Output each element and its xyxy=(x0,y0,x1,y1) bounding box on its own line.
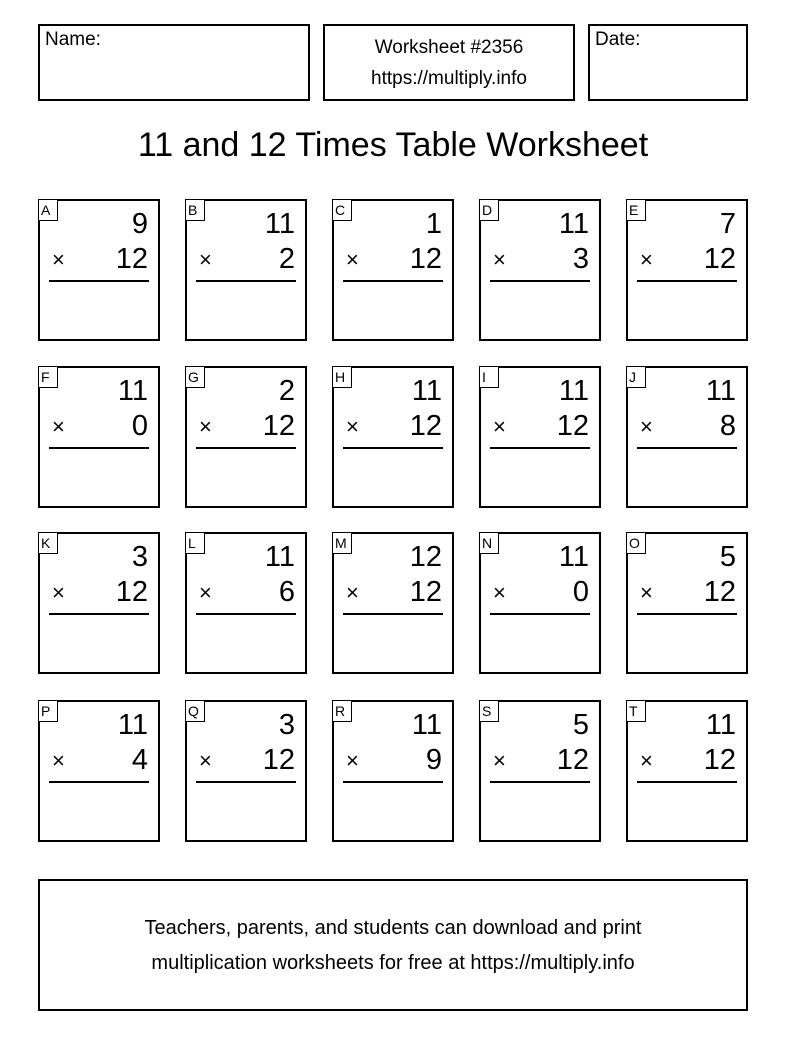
answer-line xyxy=(637,613,737,615)
multiplier: 12 xyxy=(262,410,295,442)
multiplier: 12 xyxy=(556,744,589,776)
problem-card xyxy=(332,700,454,842)
multiplicand: 9 xyxy=(131,208,148,240)
multiplicand: 7 xyxy=(719,208,736,240)
multiply-sign: × xyxy=(52,580,65,605)
multiplier: 12 xyxy=(703,243,736,275)
multiply-sign: × xyxy=(640,247,653,272)
problem-label: L xyxy=(185,532,205,554)
multiply-sign: × xyxy=(640,580,653,605)
multiplier: 12 xyxy=(115,576,148,608)
multiplier: 3 xyxy=(572,243,589,275)
answer-line xyxy=(196,781,296,783)
multiplicand: 3 xyxy=(131,541,148,573)
multiply-sign: × xyxy=(346,748,359,773)
problem-card xyxy=(479,700,601,842)
multiplicand: 5 xyxy=(572,709,589,741)
answer-line xyxy=(49,447,149,449)
multiplicand: 11 xyxy=(705,709,736,741)
multiplier: 0 xyxy=(131,410,148,442)
multiply-sign: × xyxy=(52,247,65,272)
answer-line xyxy=(490,613,590,615)
problem-card xyxy=(332,199,454,341)
multiplier: 9 xyxy=(425,744,442,776)
answer-line xyxy=(196,280,296,282)
problem-label: M xyxy=(332,532,352,554)
problem-label: R xyxy=(332,700,352,722)
answer-line xyxy=(490,280,590,282)
answer-line xyxy=(49,781,149,783)
date-label: Date: xyxy=(595,29,641,50)
answer-line xyxy=(637,447,737,449)
name-label: Name: xyxy=(45,29,101,50)
multiply-sign: × xyxy=(493,580,506,605)
problem-label: F xyxy=(38,366,58,388)
multiply-sign: × xyxy=(52,748,65,773)
problem-label: G xyxy=(185,366,205,388)
answer-line xyxy=(637,280,737,282)
problem-card xyxy=(185,700,307,842)
answer-line xyxy=(490,447,590,449)
multiplier: 12 xyxy=(409,576,442,608)
name-box xyxy=(38,24,310,101)
problem-label: K xyxy=(38,532,58,554)
footer-line-1: Teachers, parents, and students can download and print xyxy=(144,917,642,939)
multiplier: 4 xyxy=(131,744,148,776)
multiplicand: 11 xyxy=(558,208,589,240)
answer-line xyxy=(343,613,443,615)
answer-line xyxy=(343,781,443,783)
worksheet-url: https://multiply.info xyxy=(371,68,527,89)
multiplier: 2 xyxy=(278,243,295,275)
problem-label: H xyxy=(332,366,352,388)
problem-card xyxy=(332,366,454,508)
answer-line xyxy=(637,781,737,783)
problem-label: N xyxy=(479,532,499,554)
multiplier: 8 xyxy=(719,410,736,442)
multiply-sign: × xyxy=(493,247,506,272)
problem-card xyxy=(38,532,160,674)
multiply-sign: × xyxy=(346,580,359,605)
multiply-sign: × xyxy=(346,247,359,272)
problem-label: S xyxy=(479,700,499,722)
multiplicand: 5 xyxy=(719,541,736,573)
problem-card xyxy=(332,532,454,674)
multiplier: 6 xyxy=(278,576,295,608)
problem-label: E xyxy=(626,199,646,221)
multiply-sign: × xyxy=(52,414,65,439)
multiply-sign: × xyxy=(199,748,212,773)
problem-card xyxy=(185,199,307,341)
multiplier: 12 xyxy=(703,576,736,608)
problem-card xyxy=(626,366,748,508)
answer-line xyxy=(196,447,296,449)
answer-line xyxy=(196,613,296,615)
problem-card xyxy=(479,199,601,341)
multiplicand: 12 xyxy=(409,541,442,573)
date-box xyxy=(588,24,748,101)
problem-card xyxy=(185,532,307,674)
problem-card xyxy=(479,366,601,508)
multiplicand: 11 xyxy=(558,375,589,407)
multiply-sign: × xyxy=(493,414,506,439)
multiplicand: 1 xyxy=(425,208,442,240)
multiplicand: 11 xyxy=(117,709,148,741)
footer-line-2: multiplication worksheets for free at https://multiply.info xyxy=(151,952,635,974)
problem-card xyxy=(479,532,601,674)
multiplicand: 11 xyxy=(411,709,442,741)
problem-label: A xyxy=(38,199,58,221)
problem-card xyxy=(626,532,748,674)
multiplicand: 11 xyxy=(558,541,589,573)
multiply-sign: × xyxy=(346,414,359,439)
problem-card xyxy=(185,366,307,508)
problem-card xyxy=(626,199,748,341)
multiplicand: 3 xyxy=(278,709,295,741)
multiplicand: 11 xyxy=(117,375,148,407)
answer-line xyxy=(49,280,149,282)
multiply-sign: × xyxy=(199,414,212,439)
answer-line xyxy=(343,447,443,449)
answer-line xyxy=(343,280,443,282)
problem-label: P xyxy=(38,700,58,722)
problem-card xyxy=(626,700,748,842)
worksheet-info-box xyxy=(323,24,575,101)
multiplier: 12 xyxy=(556,410,589,442)
problem-label: J xyxy=(626,366,646,388)
multiply-sign: × xyxy=(199,247,212,272)
problem-label: T xyxy=(626,700,646,722)
page-title: 11 and 12 Times Table Worksheet xyxy=(137,126,649,164)
multiplicand: 11 xyxy=(264,541,295,573)
multiplier: 12 xyxy=(409,243,442,275)
problem-card xyxy=(38,199,160,341)
worksheet-number: Worksheet #2356 xyxy=(374,37,524,58)
multiplicand: 2 xyxy=(278,375,295,407)
multiplier: 12 xyxy=(703,744,736,776)
answer-line xyxy=(490,781,590,783)
multiplicand: 11 xyxy=(264,208,295,240)
answer-line xyxy=(49,613,149,615)
multiplier: 12 xyxy=(262,744,295,776)
multiplier: 12 xyxy=(115,243,148,275)
problem-label: I xyxy=(479,366,499,388)
problem-label: Q xyxy=(185,700,205,722)
multiplier: 0 xyxy=(572,576,589,608)
problem-card xyxy=(38,700,160,842)
problem-card xyxy=(38,366,160,508)
multiply-sign: × xyxy=(640,748,653,773)
problem-label: B xyxy=(185,199,205,221)
multiply-sign: × xyxy=(199,580,212,605)
problem-label: C xyxy=(332,199,352,221)
multiply-sign: × xyxy=(493,748,506,773)
problem-label: D xyxy=(479,199,499,221)
multiplier: 12 xyxy=(409,410,442,442)
problem-label: O xyxy=(626,532,646,554)
multiplicand: 11 xyxy=(705,375,736,407)
footer-box xyxy=(38,879,748,1011)
multiplicand: 11 xyxy=(411,375,442,407)
multiply-sign: × xyxy=(640,414,653,439)
